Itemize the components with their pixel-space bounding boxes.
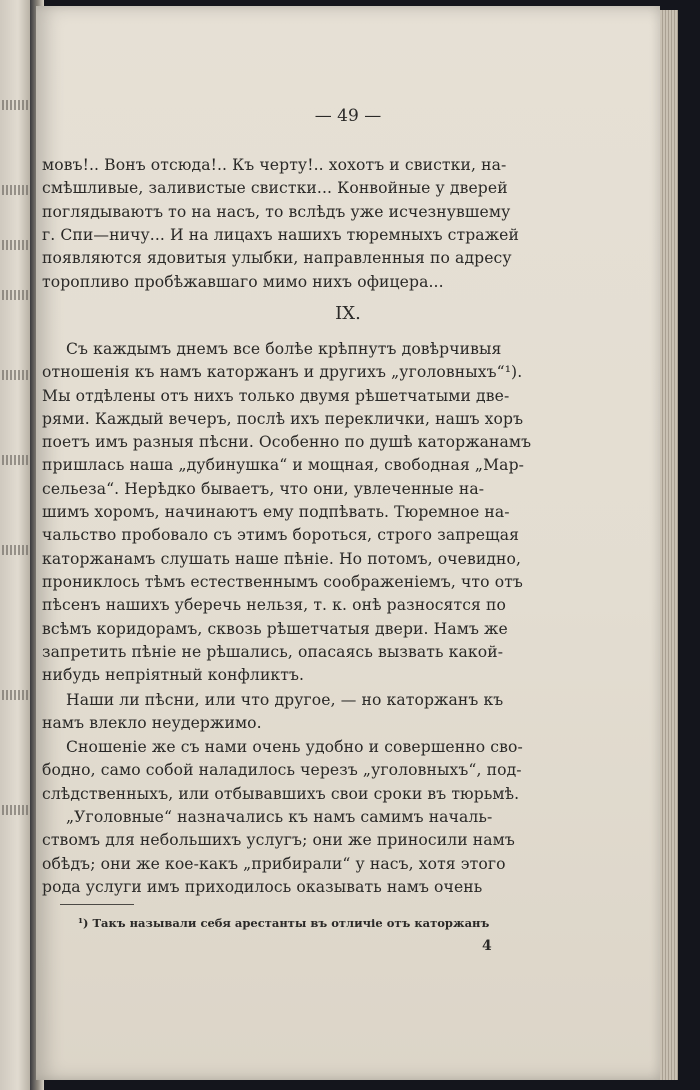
chapter-heading: IX. [335, 303, 361, 324]
body-line: смѣшливые, заливистые свистки... Конвойные у дверей [42, 179, 508, 197]
body-line: нибудь непріятный конфликтъ. [42, 666, 305, 684]
body-line: „Уголовные“ назначались къ намъ самимъ началь- [66, 808, 493, 826]
facing-page-text-fragment [2, 455, 28, 465]
facing-page-text-fragment [2, 545, 28, 555]
body-line: запретить пѣніе не рѣшались, опасаясь вызвать какой- [42, 643, 504, 661]
body-line: торопливо пробѣжавшаго мимо нихъ офицера... [42, 273, 444, 291]
body-line: прониклось тѣмъ естественнымъ соображеніемъ, что отъ [42, 573, 523, 591]
body-line: поетъ имъ разныя пѣсни. Особенно по душѣ каторжанамъ [42, 433, 532, 451]
footnote-rule [60, 904, 134, 905]
body-line: поглядываютъ то на насъ, то вслѣдъ уже исчезнувшему [42, 203, 511, 221]
facing-page-text-fragment [2, 100, 28, 110]
body-line: пѣсенъ нашихъ уберечь нельзя, т. к. онѣ разносятся по [42, 596, 507, 614]
footnote: ¹) Такъ называли себя арестанты въ отличіе отъ каторжанъ [78, 916, 490, 930]
body-line: обѣдъ; они же кое-какъ „прибирали“ у насъ, хотя этого [42, 855, 506, 873]
facing-page-edge [0, 0, 30, 1090]
body-line: отношенія къ намъ каторжанъ и другихъ „уголовныхъ“¹). [42, 363, 523, 381]
signature-mark: 4 [482, 938, 492, 954]
body-line: Съ каждымъ днемъ все болѣе крѣпнутъ довѣрчивыя [66, 340, 502, 358]
body-line: Сношеніе же съ нами очень удобно и совершенно сво- [66, 738, 523, 756]
facing-page-text-fragment [2, 290, 28, 300]
facing-page-text-fragment [2, 185, 28, 195]
body-line: г. Спи—ничу... И на лицахъ нашихъ тюремныхъ стражей [42, 226, 519, 244]
body-line: мовъ!.. Вонъ отсюда!.. Къ черту!.. хохотъ и свистки, на- [42, 156, 507, 174]
body-line: чальство пробовало съ этимъ бороться, строго запрещая [42, 526, 520, 544]
body-line: намъ влекло неудержимо. [42, 714, 262, 732]
body-line: пришлась наша „дубинушка“ и мощная, свободная „Мар- [42, 456, 525, 474]
body-line: бодно, само собой наладилось черезъ „уголовныхъ“, под- [42, 761, 522, 779]
body-line: сельеза“. Нерѣдко бываетъ, что они, увлеченные на- [42, 480, 485, 498]
page-number-header: — 49 — [314, 106, 382, 126]
body-line: слѣдственныхъ, или отбывавшихъ свои сроки въ тюрьмѣ. [42, 785, 520, 803]
facing-page-text-fragment [2, 240, 28, 250]
facing-page-text-fragment [2, 690, 28, 700]
body-line: ствомъ для небольшихъ услугъ; они же приносили намъ [42, 831, 515, 849]
book-page [36, 6, 660, 1080]
facing-page-text-fragment [2, 805, 28, 815]
body-line: рями. Каждый вечеръ, послѣ ихъ переклички, нашъ хоръ [42, 410, 524, 428]
body-line: каторжанамъ слушать наше пѣніе. Но потомъ, очевидно, [42, 550, 522, 568]
body-line: Мы отдѣлены отъ нихъ только двумя рѣшетчатыми две- [42, 387, 510, 405]
body-line: шимъ хоромъ, начинаютъ ему подпѣвать. Тюремное на- [42, 503, 510, 521]
body-line: Наши ли пѣсни, или что другое, — но каторжанъ къ [66, 691, 504, 709]
body-line: рода услуги имъ приходилось оказывать намъ очень [42, 878, 483, 896]
body-line: всѣмъ коридорамъ, сквозь рѣшетчатыя двери. Намъ же [42, 620, 508, 638]
facing-page-text-fragment [2, 370, 28, 380]
body-line: появляются ядовитыя улыбки, направленныя по адресу [42, 249, 512, 267]
